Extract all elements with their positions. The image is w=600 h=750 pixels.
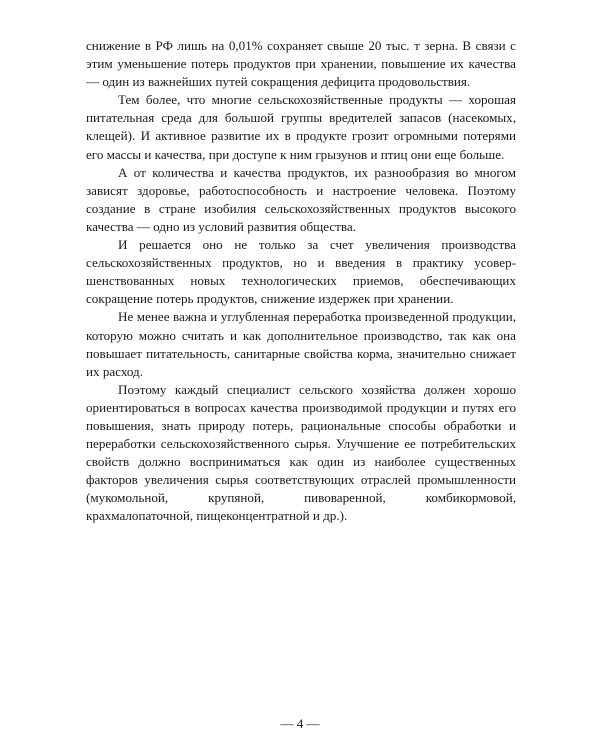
- paragraph-1: снижение в РФ лишь на 0,01% сохраняет свыше 20 тыс. т зерна. В связи с этим уменьшение потерь продуктов при хранении, повышение их качества — один из важнейших путей сокращения дефицита продовольствия.: [86, 38, 516, 90]
- paragraph-6: Поэтому каждый специалист сельского хозяйства должен хорошо ориентироваться в вопросах качества производимой продукции и путях его повышения, знать природу потерь, рациональные способы обработки и переработки сельскохозяйственного сырья. Улучшение ее потребительских свойств должно восприниматься как один из наиболее существенных факторов увеличения сырья соответствующих отраслей промышленности (мукомольной, крупяной, пивоваренной, комбикормовой, крахмалопаточной, пищеконцентратной и др.).: [86, 381, 516, 524]
- paragraph-5: Не менее важна и углубленная переработка произведенной продукции, которую можно считать и как дополнительное производство, так как она повышает питательность, санитарные свойства корма, значительно снижает их расход.: [86, 309, 516, 379]
- paragraph-2: Тем более, что многие сельскохозяйственные продукты — хорошая питательная среда для большой группы вредителей запасов (насекомых, клещей). И активное развитие их в продукте грозит огромными потерями его массы и качества, при доступе к ним грызунов и птиц они еще больше.: [86, 92, 516, 162]
- paragraph-3: А от количества и качества продуктов, их разнообразия во многом зависят здоровье, работоспособность и настроение человека. Поэтому создание в стране изобилия сельскохозяйственных продуктов высокого качества — одно из условий развития общества.: [86, 164, 516, 234]
- body-text: [86, 37, 516, 526]
- page-number: — 4 —: [280, 716, 320, 731]
- paragraph-4: И решается оно не только за счет увеличения производства сельскохозяйственных продуктов, но и введения в практику усовершенствованных новых технологических приемов, обеспечивающих сокращение потерь продуктов, снижение издержек при хранении.: [86, 237, 516, 307]
